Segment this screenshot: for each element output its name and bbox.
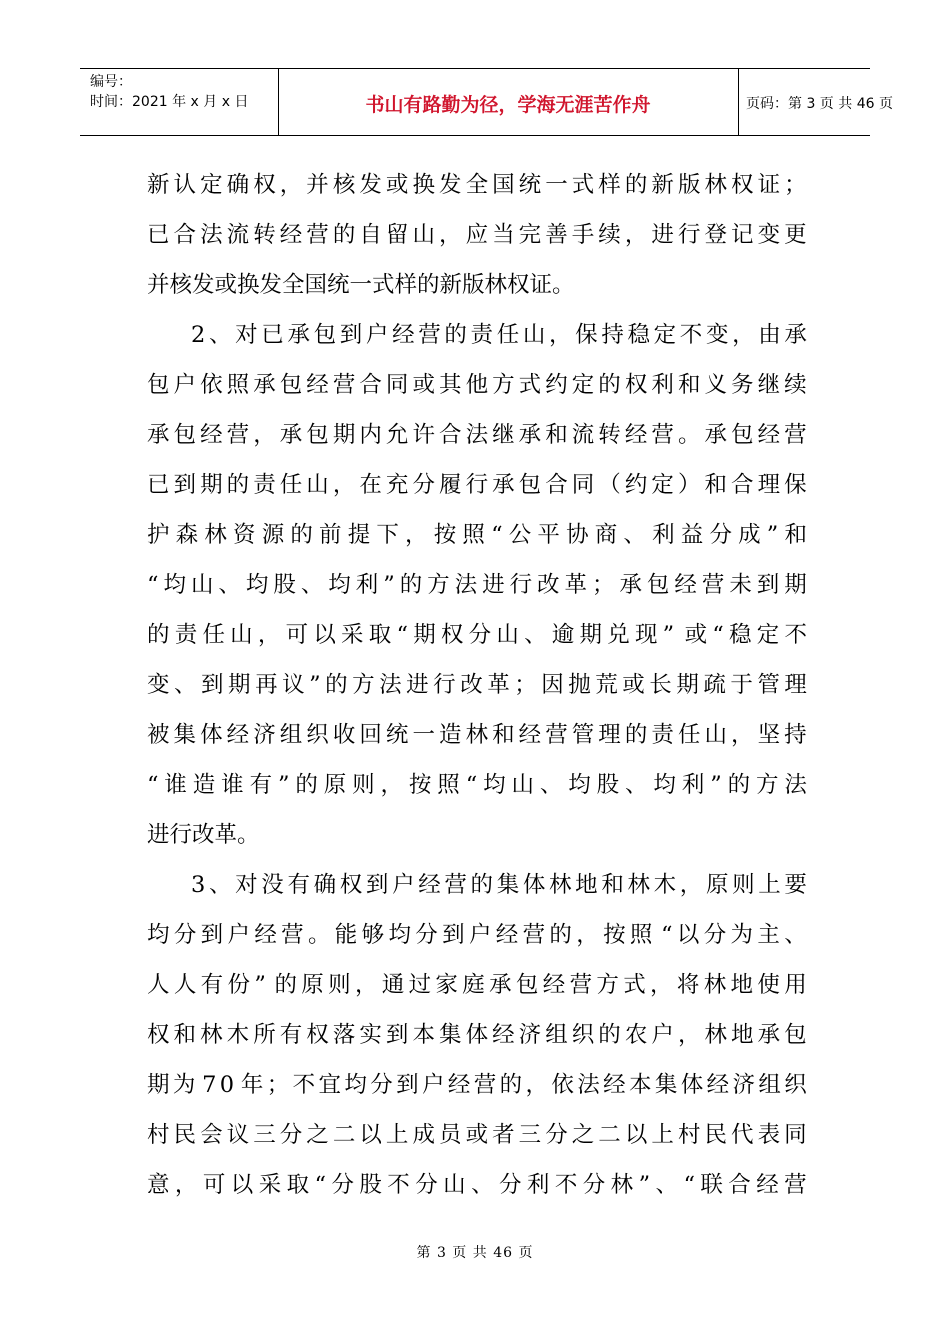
document-body <box>147 160 807 1210</box>
body-line: 人 人 有 份 ” 的 原 则 ， 通 过 家 庭 承 包 经 营 方 式 ， 将 林 地 使 用 <box>147 972 807 998</box>
body-line: 变 、 到 期 再 议 ” 的 方 法 进 行 改 革 ； 因 抛 荒 或 长 期 疏 于 管 理 <box>147 672 807 698</box>
body-line: 并核发或换发全国统一式样的新版林权证。 <box>147 272 575 298</box>
body-line: 2 、 对 已 承 包 到 户 经 营 的 责 任 山 ， 保 持 稳 定 不 变 ， 由 承 <box>191 322 807 348</box>
body-line: 被 集 体 经 济 组 织 收 回 统 一 造 林 和 经 营 管 理 的 责 任 山 ， 坚 持 <box>147 722 807 748</box>
header-page-code: 页码：第 3 页 共 46 页 <box>746 96 893 112</box>
body-line: 包 户 依 照 承 包 经 营 合 同 或 其 他 方 式 约 定 的 权 利 和 义 务 继 续 <box>147 372 807 398</box>
body-line: 已 到 期 的 责 任 山 ， 在 充 分 履 行 承 包 合 同 （ 约 定 ） 和 合 理 保 <box>147 472 807 498</box>
body-line: 已 合 法 流 转 经 营 的 自 留 山 ， 应 当 完 善 手 续 ， 进 行 登 记 变 更 <box>147 222 807 248</box>
body-line: 3 、 对 没 有 确 权 到 户 经 营 的 集 体 林 地 和 林 木 ， 原 则 上 要 <box>191 872 807 898</box>
body-line: 村 民 会 议 三 分 之 二 以 上 成 员 或 者 三 分 之 二 以 上 村 民 代 表 同 <box>147 1122 807 1148</box>
body-line: 的 责 任 山 ， 可 以 采 取 “ 期 权 分 山 、 逾 期 兑 现 ” 或 “ 稳 定 不 <box>147 622 807 648</box>
body-line: 承 包 经 营 ， 承 包 期 内 允 许 合 法 继 承 和 流 转 经 营 。 承 包 经 营 <box>147 422 807 448</box>
body-line: 权 和 林 木 所 有 权 落 实 到 本 集 体 经 济 组 织 的 农 户 ， 林 地 承 包 <box>147 1022 807 1048</box>
header-info-cell <box>80 69 279 135</box>
body-line: 期 为 7 0 年 ； 不 宜 均 分 到 户 经 营 的 ， 依 法 经 本 集 体 经 济 组 织 <box>147 1072 807 1098</box>
body-line: 进行改革。 <box>147 822 260 848</box>
body-line: “ 谁 造 谁 有 ” 的 原 则 ， 按 照 “ 均 山 、 均 股 、 均 利 ” 的 方 法 <box>147 772 807 798</box>
header-number-label: 编号： <box>90 74 132 90</box>
page-footer: 第 3 页 共 46 页 <box>416 1245 534 1261</box>
body-line: 均 分 到 户 经 营 。 能 够 均 分 到 户 经 营 的 ， 按 照 “ 以 分 为 主 、 <box>147 922 807 948</box>
header-page-cell <box>738 69 893 135</box>
page-header <box>80 68 893 136</box>
body-line: “ 均 山 、 均 股 、 均 利 ” 的 方 法 进 行 改 革 ； 承 包 经 营 未 到 期 <box>147 572 807 598</box>
body-line: 意 ， 可 以 采 取 “ 分 股 不 分 山 、 分 利 不 分 林 ” 、 “ 联 合 经 营 <box>147 1172 807 1198</box>
body-line: 新 认 定 确 权 ， 并 核 发 或 换 发 全 国 统 一 式 样 的 新 版 林 权 证 ； <box>147 172 807 198</box>
header-motto-cell <box>278 69 739 135</box>
header-motto: 书山有路勤为径，学海无涯苦作舟 <box>365 94 651 116</box>
header-time-label: 时间：2021 年 x 月 x 日 <box>90 94 249 110</box>
body-line: 护 森 林 资 源 的 前 提 下 ， 按 照 “ 公 平 协 商 、 利 益 分 成 ” 和 <box>147 522 807 548</box>
